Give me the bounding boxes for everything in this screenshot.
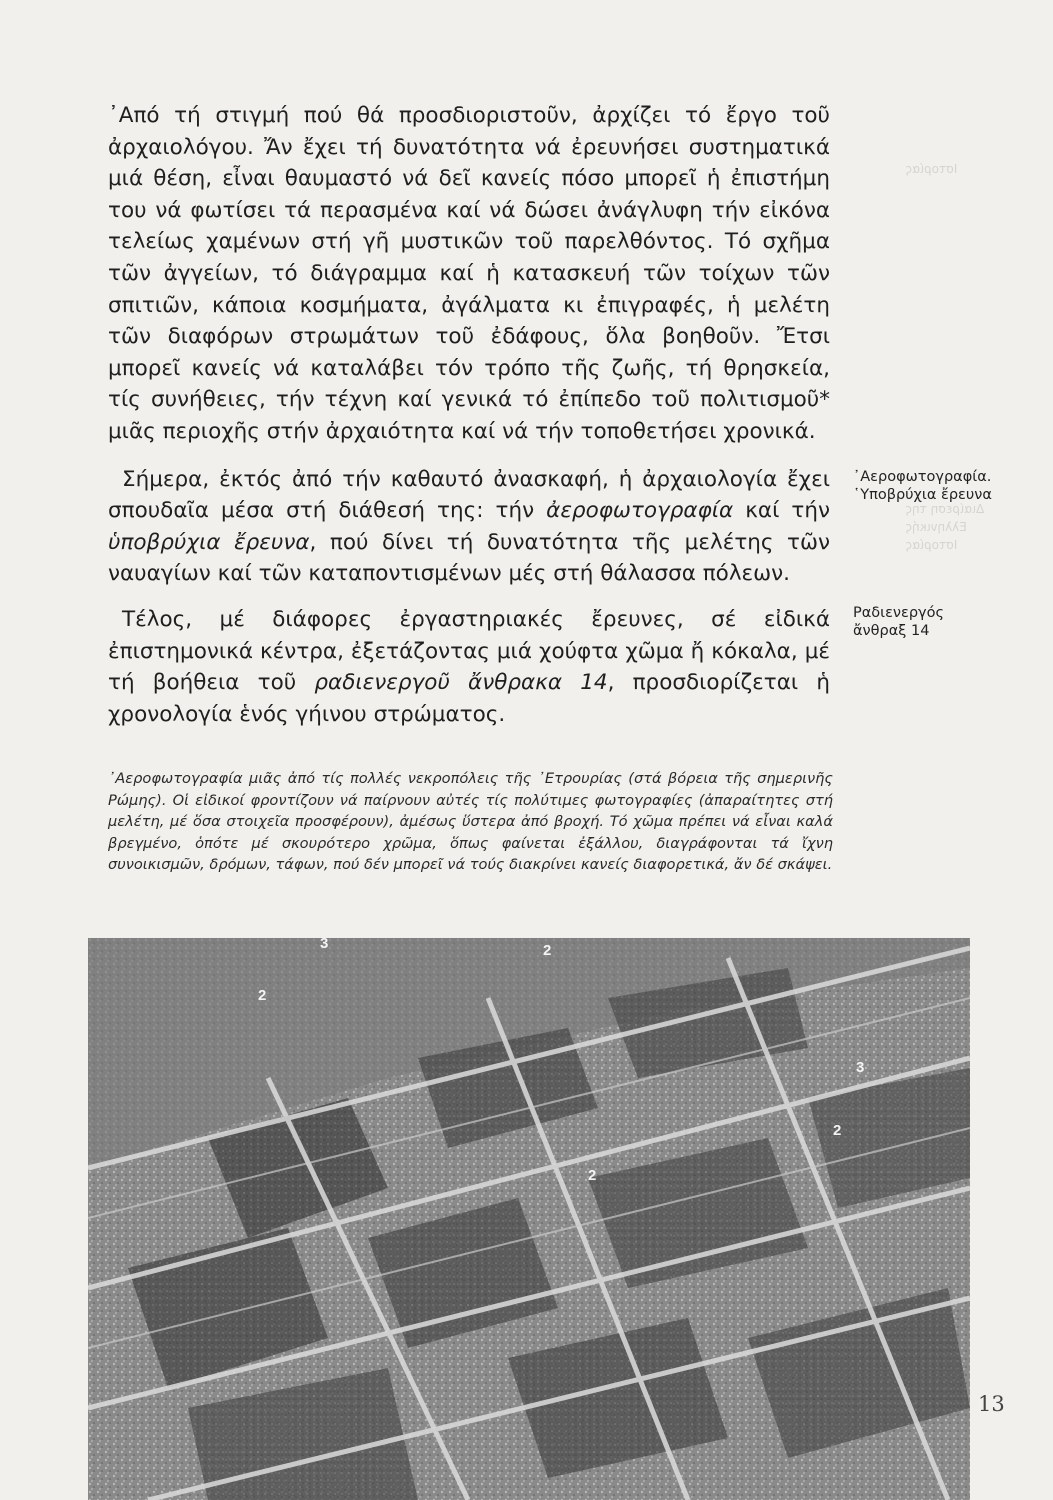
term-aerial-photography: ἀεροφωτογραφία — [546, 498, 734, 524]
paragraph-2-text: Σήμερα, ἐκτός ἀπό τήν καθαυτό ἀνασκαφή, ἡ ἀρχαιολογία ἔχει σπουδαῖα μέσα στή διάθεσή της: τήν — [108, 466, 830, 524]
bleed-through-text: Ιστορίας — [905, 162, 958, 176]
term-underwater-research: ὑποβρύχια ἔρευνα — [108, 529, 310, 555]
body-text — [108, 100, 830, 730]
photo-label: 2 — [833, 1122, 842, 1139]
margin-note-aerial: ᾿Αεροφωτογραφία. ῾Υποβρύχια ἔρευνα — [853, 469, 992, 503]
aerial-photograph — [88, 938, 970, 1500]
margin-note-carbon: Ραδιενεργός ἄνθραξ 14 — [853, 605, 945, 639]
photo-caption: ᾿Αεροφωτογραφία μιᾶς ἀπό τίς πολλές νεκροπόλεις τῆς ᾿Ετρουρίας (στά βόρεια τῆς σημερινῆς Ρώμης). Οἱ εἰδικοί φροντίζουν νά παίρνουν αὐτές τίς πολύτιμες φωτογραφίες (ἀπαραίτητες στή μελέτη, μέ ὅσα στοιχεῖα προσφέρουν), ἀμέσως ὕστερα ἀπό βροχή. Τό χῶμα πρέπει νά εἶναι καλά βρεγμένο, ὁπότε μέ σκουρότερο χρῶμα, ὅπως φαίνεται ἐξάλλου, διαγράφονται τά ἴχνη συνοικισμῶν, δρόμων, τάφων, πού δέν μπορεῖ νά τούς διακρίνει κανείς διαφορετικά, ἄν δέ σκάψει. — [108, 770, 833, 873]
paragraph-3 — [108, 604, 830, 730]
photo-label: 2 — [588, 1167, 597, 1184]
paragraph-3-text: , προσδιορίζεται ἡ χρονολογία ἑνός γήινου στρώματος. — [108, 670, 831, 727]
paragraph-3-text: Τέλος, μέ διάφορες ἐργαστηριακές ἔρευνες, σέ εἰδικά ἐπιστημονικά κέντρα, ἐξετάζοντας μιά χούφτα χῶμα ἤ κόκαλα, μέ τή βοήθεια τοῦ — [108, 606, 830, 696]
aerial-photo-svg — [88, 938, 970, 1500]
paragraph-2-text: , πού δίνει τή δυνατότητα τῆς μελέτης τῶν ναυαγίων καί τῶν καταποντισμένων μές στή θάλασσα πόλεων. — [108, 529, 830, 587]
photo-label: 2 — [543, 942, 552, 959]
photo-label: 2 — [258, 987, 267, 1004]
photo-label: 3 — [856, 1059, 865, 1076]
paragraph-1: ᾿Από τή στιγμή πού θά προσδιοριστοῦν, ἀρχίζει τό ἔργο τοῦ ἀρχαιολόγου. Ἄν ἔχει τή δυνατότητα νά ἐρευνήσει συστηματικά μιά θέση, εἶναι θαυμαστό νά δεῖ κανείς πόσο μπορεῖ ἡ ἐπιστήμη του νά φωτίσει τά περασμένα καί νά δώσει ἀνάγλυφη τήν εἰκόνα τελείως χαμένων στή γῆ μυστικῶν τοῦ παρελθόντος. Τό σχῆμα τῶν ἀγγείων, τό διάγραμμα καί ἡ κατασκευή τῶν τοίχων τῶν σπιτιῶν, κάποια κοσμήματα, ἀγάλματα κι ἐπιγραφές, ἡ μελέτη τῶν διαφόρων στρωμάτων τοῦ ἐδάφους, ὅλα βοηθοῦν. Ἔτσι μπορεῖ κανείς νά καταλάβει τόν τρόπο τῆς ζωῆς, τή θρησκεία, τίς συνήθειες, τήν τέχνη καί γενικά τό ἐπίπεδο τοῦ πολιτισμοῦ* μιᾶς περιοχῆς στήν ἀρχαιότητα καί νά τήν τοποθετήσει χρονικά. — [108, 103, 830, 444]
paragraph-2-text: καί τήν — [733, 498, 830, 524]
page-number: 13 — [978, 1392, 1005, 1416]
bleed-through-text: Διαίρεση της Ελληνικής Ιστορίας — [905, 502, 985, 552]
term-carbon-14: ραδιενεργοῦ ἄνθρακα 14 — [314, 670, 608, 696]
photo-label: 3 — [320, 938, 329, 952]
paragraph-2 — [108, 464, 830, 590]
